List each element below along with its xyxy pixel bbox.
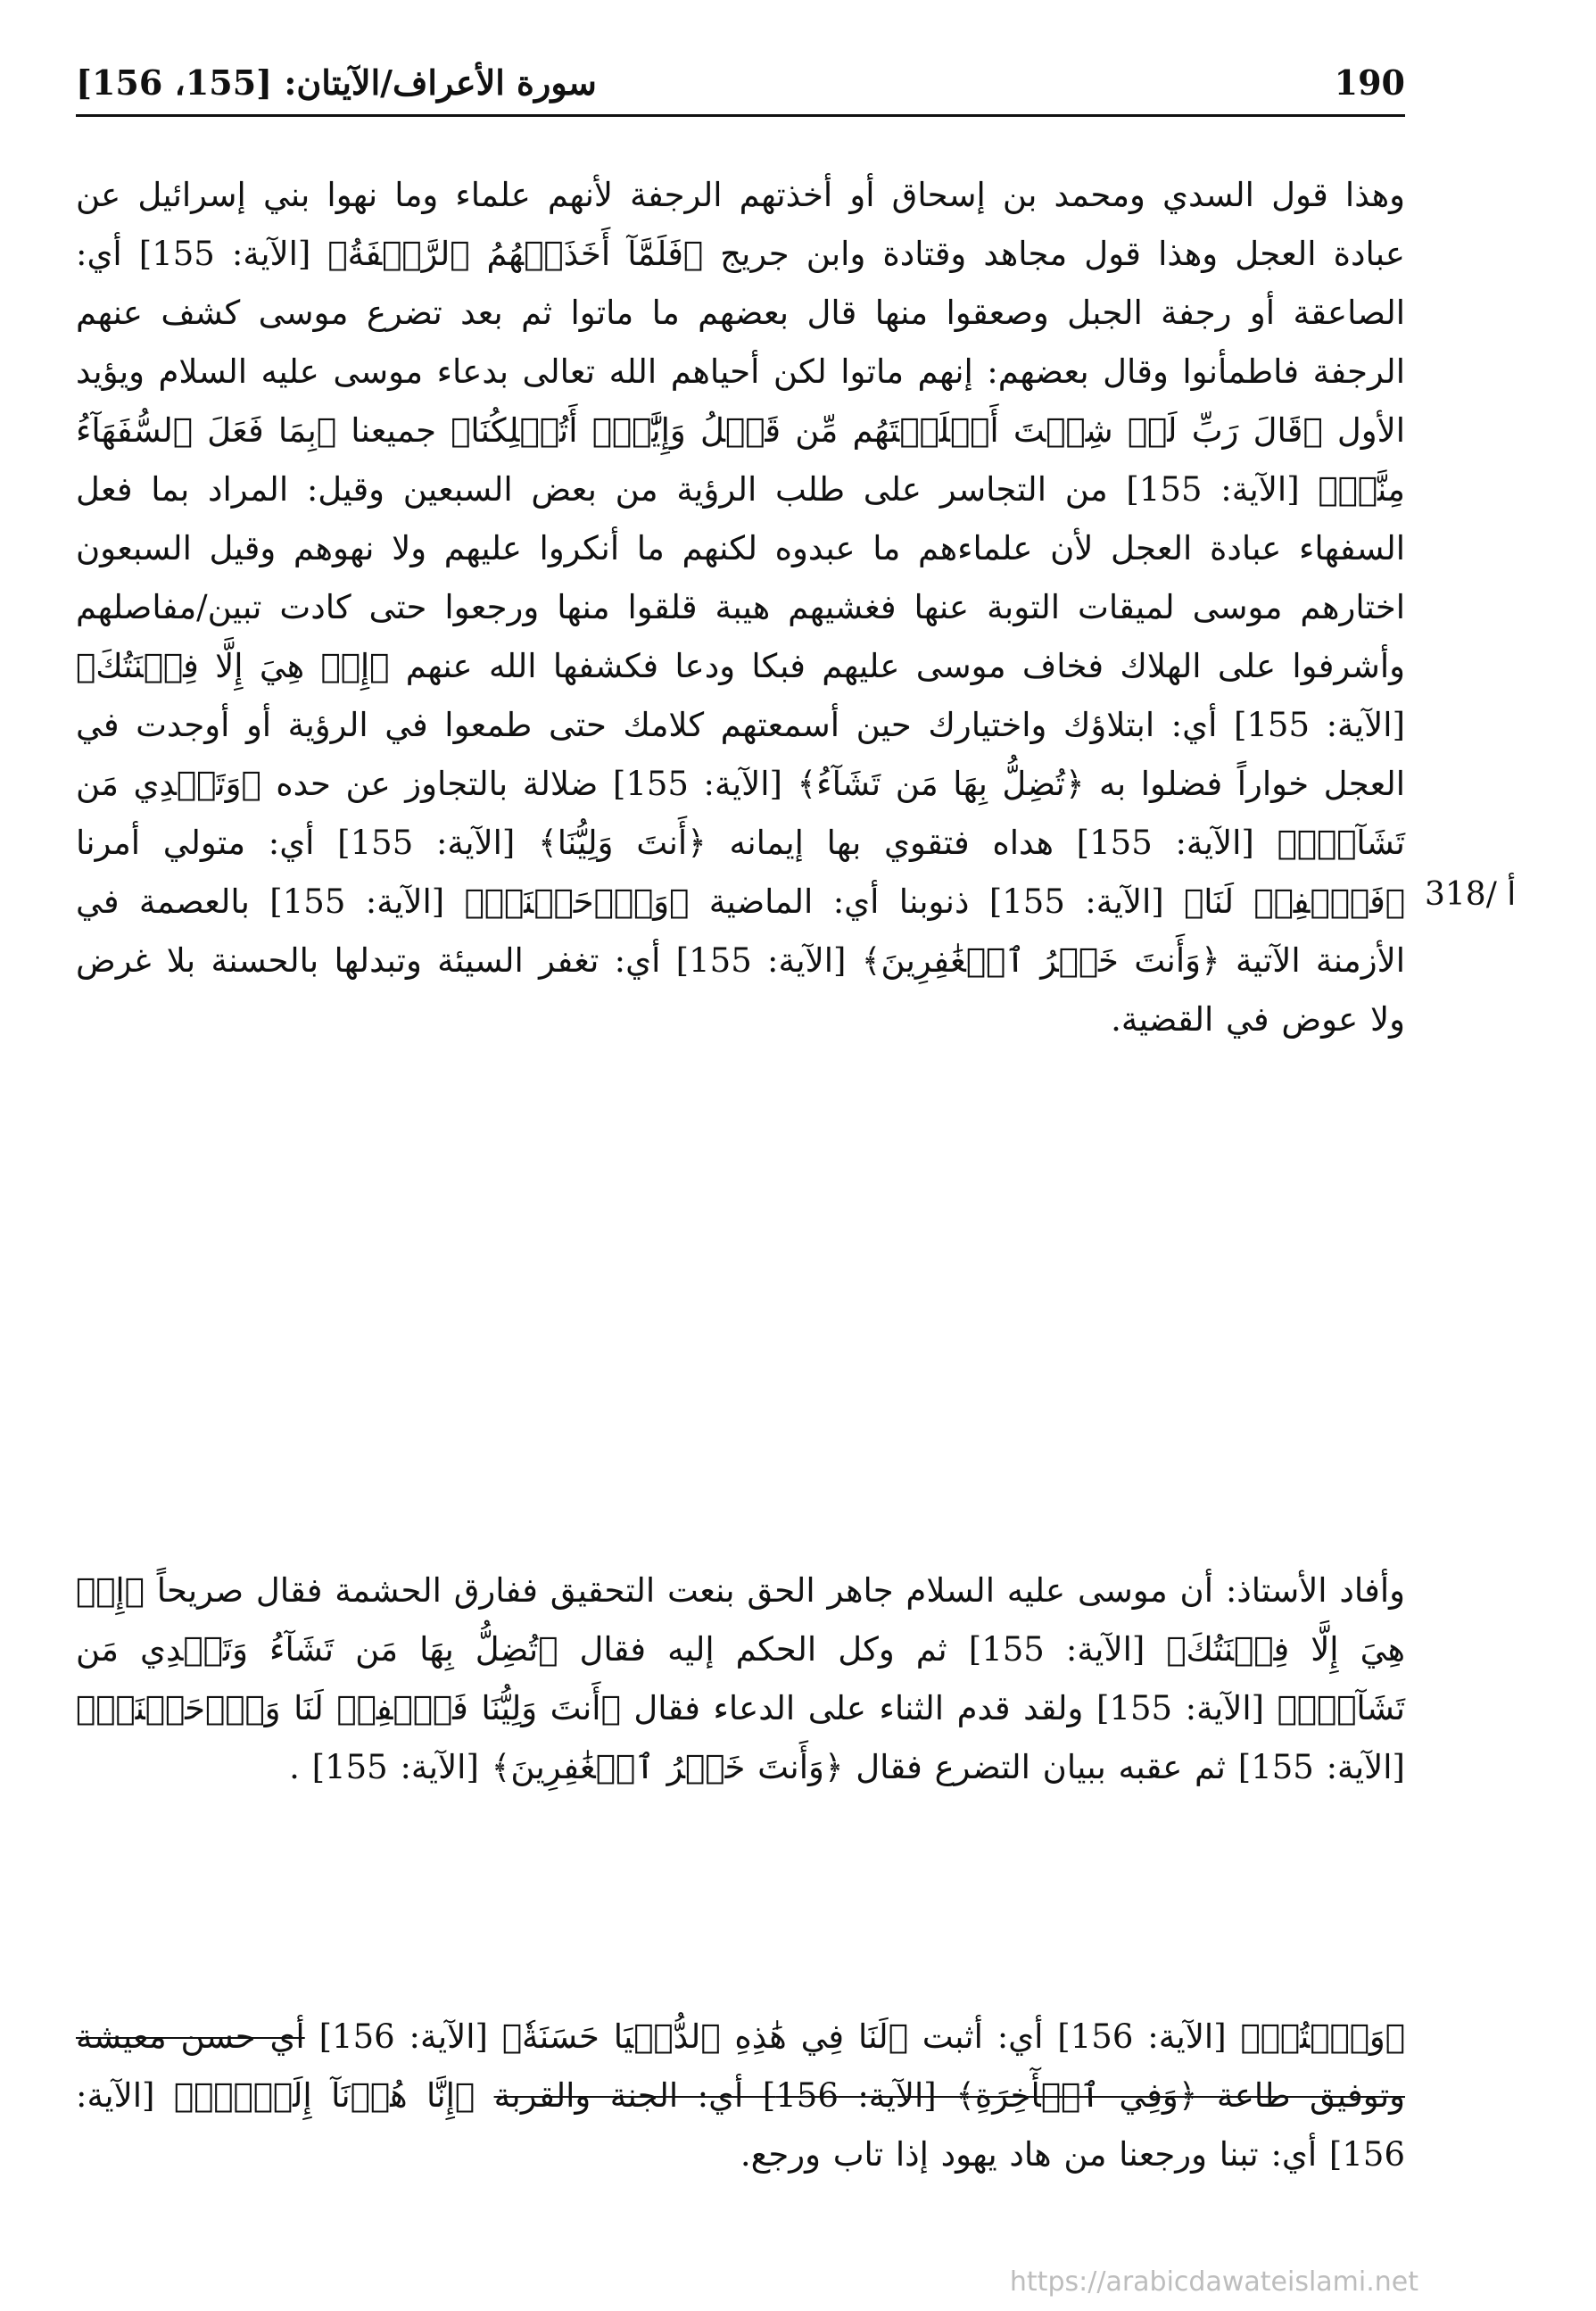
website-watermark: https://arabicdawateislami.net [1009,2266,1418,2298]
page-number: 190 [1334,62,1405,103]
paragraph-tafsir-155 [76,166,1405,1049]
paragraph-text: وأفاد الأستاذ: أن موسى عليه السلام جاهر الحق بنعت التحقيق ففارق الحشمة فقال صريحاً ﴿إِنۡ هِيَ إِلَّا فِتۡنَتُكَ﴾ [الآية: 155] ثم وكل الحكم إليه فقال ﴿تُضِلُّ بِهَا مَن تَشَآءُ وَتَهۡدِي مَن تَشَآءُۖ﴾ [الآية: 155] ولقد قدم الثناء على الدعاء فقال ﴿أَنتَ وَلِيُّنَا فَٱغۡفِرۡ لَنَا وَٱرۡحَمۡنَاۖ﴾ [الآية: 155] ثم عقبه ببيان التضرع فقال ﴿وَأَنتَ خَيۡرُ ٱلۡغَٰفِرِينَ﴾ [الآية: 155] . [76,1571,1405,1786]
paragraph-text-end: ﴿إِنَّا هُدۡنَآ إِلَيۡكَۚ﴾ [الآية: 156] أي: تبنا ورجعنا من هاد يهود إذا تاب ورجع. [76,2076,1405,2174]
paragraph-text: وهذا قول السدي ومحمد بن إسحاق أو أخذتهم الرجفة لأنهم علماء وما نهوا بني إسرائيل عن عبادة العجل وهذا قول مجاهد وقتادة وابن جريج ﴿فَلَمَّآ أَخَذَتۡهُمُ ٱلرَّجۡفَةُ﴾ [الآية: 155] أي: الصاعقة أو رجفة الجبل وصعقوا منها قال بعضهم ما ماتوا ثم بعد تضرع موسى كشف عنهم الرجفة فاطمأنوا وقال بعضهم: إنهم ماتوا لكن أحياهم الله تعالى بدعاء موسى عليه السلام ويؤيد الأول ﴿قَالَ رَبِّ لَوۡ شِئۡتَ أَهۡلَكۡتَهُم مِّن قَبۡلُ وَإِيَّٰيَۖ أَتُهۡلِكُنَا﴾ جميعنا ﴿بِمَا فَعَلَ ٱلسُّفَهَآءُ مِنَّآۖ﴾ [الآية: 155] من التجاسر على طلب الرؤية من بعض السبعين وقيل: المراد بما فعل السفهاء عبادة العجل لأن علماءهم ما عبدوه لكنهم ما أنكروا عليهم ولا نهوهم وقيل السبعون اختارهم موسى لميقات التوبة عنها فغشيهم هيبة قلقوا منها ورجعوا حتى كادت تبين/مفاصلهم وأشرفوا على الهلاك فخاف موسى عليهم فبكا ودعا فكشفها الله عنهم ﴿إِنۡ هِيَ إِلَّا فِتۡنَتُكَ﴾ [الآية: 155] أي: ابتلاؤك واختيارك حين أسمعتهم كلامك حتى طمعوا في الرؤية أو أوجدت في العجل خواراً فضلوا به ﴿تُضِلُّ بِهَا مَن تَشَآءُ﴾ [الآية: 155] ضلالة بالتجاوز عن حده ﴿وَتَهۡدِي مَن تَشَآءُۖ﴾ [الآية: 155] هداه فتقوي بها إيمانه ﴿أَنتَ وَلِيُّنَا﴾ [الآية: 155] أي: متولي أمرنا ﴿فَٱغۡفِرۡ لَنَا﴾ [الآية: 155] ذنوبنا أي: الماضية ﴿وَٱرۡحَمۡنَاۖ﴾ [الآية: 155] بالعصمة في الأزمنة الآتية ﴿وَأَنتَ خَيۡرُ ٱلۡغَٰفِرِينَ﴾ [الآية: 155] أي: تغفر السيئة وتبدلها بالحسنة بلا غرض ولا عوض في القضية. [76,176,1406,1039]
paragraph-tafsir-156 [76,2008,1405,2184]
manuscript-folio-note: 318/ أ [1425,876,1517,913]
paragraph-text-start: ﴿وَٱكۡتُبۡ﴾ [الآية: 156] أي: أثبت ﴿لَنَا فِي هَٰذِهِ ٱلدُّنۡيَا حَسَنَةٗ﴾ [الآية: 156] [304,2017,1405,2056]
struck-through-text: أي حسن معيشة وتوفيق طاعة ﴿وَفِي ٱلۡأٓخِرَةِ﴾ [الآية: 156] أي: الجنة والقربة [76,2017,1405,2115]
paragraph-ustadh-commentary [76,1561,1405,1797]
page-header [76,55,1405,109]
running-title: سورة الأعراف/الآيتان: [155، 156] [76,62,597,103]
header-divider [76,114,1405,117]
